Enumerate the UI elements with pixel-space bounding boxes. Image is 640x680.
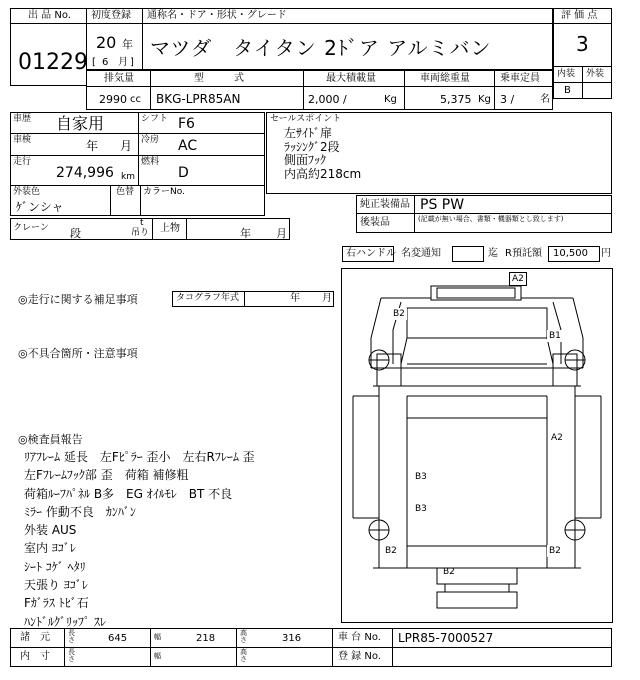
report-line: ﾐﾗｰ 作動不良 ｶﾝﾊﾞﾝ <box>24 504 136 519</box>
chassis-no: LPR85-7000527 <box>398 631 494 645</box>
sales-points-label: セールスポイント <box>270 114 342 124</box>
divider <box>494 70 495 110</box>
mileage: 274,996 <box>56 165 114 181</box>
damage-diagram <box>341 268 613 623</box>
divider <box>414 195 415 233</box>
divider <box>582 66 583 99</box>
record-value: 10,500 <box>553 248 588 259</box>
damage-mark: A2 <box>551 433 563 443</box>
displacement-label: 排気量 <box>104 73 134 84</box>
divider <box>140 185 141 216</box>
inner-label: 内 寸 <box>20 651 50 662</box>
inner-height-label: 高さ <box>240 648 247 664</box>
sales-point: 左ｻｲﾄﾞ扉 <box>284 126 333 140</box>
report-line: 荷箱ﾙｰﾌﾊﾟﾈﾙ B多 EG ｵｲﾙﾓﾚ BT 不良 <box>24 486 233 501</box>
steering: 右ハンドル <box>346 248 396 259</box>
divider <box>236 628 237 667</box>
meter-change-label: 名変通知 <box>401 248 441 259</box>
divider <box>86 86 553 87</box>
fuel-label: 燃料 <box>141 157 160 167</box>
damage-mark: B2 <box>385 546 397 556</box>
color-no-label: カラーNo. <box>143 187 185 197</box>
divider <box>150 70 151 110</box>
score-label: 評 価 点 <box>561 10 598 21</box>
load-label: 最大積載量 <box>326 73 376 84</box>
inspector-label: ◎検査員報告 <box>18 433 83 446</box>
capacity-label: 乗車定員 <box>500 73 540 84</box>
chassis-label: 車 台 No. <box>338 632 381 643</box>
divider <box>150 628 151 667</box>
meter-change-box <box>452 246 484 262</box>
divider <box>332 628 333 667</box>
report-line: ﾊﾝﾄﾞﾙｸﾞﾘｯﾌﾟ ｽﾚ <box>24 614 106 629</box>
weight-unit: Kg <box>478 94 491 105</box>
width-label: 幅 <box>154 633 161 641</box>
score: 3 <box>576 32 589 56</box>
reg-label: 初度登録 <box>91 10 131 21</box>
exterior-color-label: 外装色 <box>13 187 41 197</box>
interior-grade: B <box>564 85 571 96</box>
equipment-value: PS PW <box>420 197 465 213</box>
damage-mark: A2 <box>509 272 527 286</box>
load-unit: Kg <box>384 94 397 105</box>
inspection-year: 年 <box>86 139 99 153</box>
bracket-open: [ <box>92 57 96 68</box>
height-label: 高さ <box>240 629 247 645</box>
month-unit: 月 <box>118 57 128 68</box>
divider <box>110 185 111 216</box>
damage-mark: B2 <box>549 546 561 556</box>
fuel: D <box>178 165 189 181</box>
color-change-label: 色替 <box>116 187 135 197</box>
report-line: Fｶﾞﾗｽ ﾄﾋﾞ石 <box>24 596 89 611</box>
equipment-label: 純正装備品 <box>360 199 410 210</box>
divider <box>64 628 65 667</box>
divider <box>186 218 187 240</box>
inner-width-label: 幅 <box>154 652 161 660</box>
crane-month: 月 <box>276 227 287 240</box>
ac: AC <box>178 138 198 154</box>
length: 645 <box>108 633 128 644</box>
report-line: 天張り ﾖｺﾞﾚ <box>24 578 88 593</box>
crane-stage: 段 <box>70 227 81 240</box>
divider <box>392 628 393 667</box>
damage-mark: B1 <box>549 331 561 341</box>
inspection-month: 月 <box>120 139 133 153</box>
model-label: 型 式 <box>194 73 244 84</box>
report-line: ﾘｱﾌﾚｰﾑ 延長 左Fﾋﾟﾗｰ 歪小 左右Rﾌﾚｰﾑ 歪 <box>24 450 255 464</box>
model: BKG-LPR85AN <box>156 92 241 106</box>
vehicle-name: マツダ タイタン 2ﾄﾞア アルミバン <box>150 36 492 60</box>
damage-mark: B3 <box>415 472 427 482</box>
truck-outline <box>341 268 613 623</box>
divider <box>356 213 612 214</box>
sales-point: 内高約218cm <box>284 166 362 181</box>
displacement-unit: cc <box>130 94 141 105</box>
height: 316 <box>282 633 302 644</box>
capacity-unit: 名 <box>540 94 550 105</box>
divider <box>10 647 612 648</box>
sales-points-list <box>284 127 361 181</box>
divider <box>404 70 405 110</box>
listing-no-label: 出 品 No. <box>28 10 71 21</box>
divider <box>10 185 265 186</box>
defects-label: ◎不具合箇所・注意事項 <box>18 347 138 360</box>
divider <box>138 112 139 185</box>
divider <box>303 70 304 110</box>
shift: F6 <box>178 116 195 132</box>
divider <box>142 23 143 70</box>
reg-year: 20 <box>96 33 117 52</box>
load: 2,000 / <box>308 93 347 106</box>
mileage-label: 走行 <box>13 157 32 167</box>
damage-mark: B2 <box>393 309 405 319</box>
history-label: 車歴 <box>13 114 32 124</box>
interior-label: 内装 <box>557 69 576 79</box>
tacho-label: タコグラフ年式 <box>176 293 240 303</box>
inspector-report <box>24 448 255 631</box>
width: 218 <box>196 633 216 644</box>
report-line: 室内 ﾖｺﾞﾚ <box>24 541 76 556</box>
mileage-unit: km <box>121 172 135 182</box>
registration-label: 登 録 No. <box>338 651 381 662</box>
tacho-year: 年 <box>290 293 300 304</box>
divider <box>86 23 553 24</box>
inner-length-label: 長さ <box>68 648 75 664</box>
damage-mark: B2 <box>443 567 455 577</box>
crane-ton-top: t <box>140 218 144 228</box>
meter-reading: 迄 <box>488 248 498 259</box>
driving-notes-label: ◎走行に関する補足事項 <box>18 293 138 306</box>
crane-upper-label: 上物 <box>160 223 180 234</box>
report-line: ｼｰﾄ ｺｹﾞ ﾍﾀﾘ <box>24 559 86 574</box>
listing-no: 01229 <box>18 50 88 75</box>
shift-label: シフト <box>141 114 169 124</box>
crane-year: 年 <box>240 227 251 240</box>
year-unit: 年 <box>122 38 133 51</box>
length-label: 長さ <box>68 629 75 645</box>
divider <box>10 23 87 24</box>
crane-label: クレーン <box>13 223 49 233</box>
divider <box>244 291 245 307</box>
sales-point: 側面ﾌｯｸ <box>284 153 327 167</box>
report-line: 左Fﾌﾚｰﾑﾌｯｸ部 歪 荷箱 補修粗 <box>24 468 189 483</box>
reg-month: 6 <box>102 57 109 68</box>
sales-point: ﾗｯｼﾝｸﾞ2段 <box>284 139 340 154</box>
weight: 5,375 <box>440 93 472 106</box>
divider <box>553 23 612 24</box>
inspection-label: 車検 <box>13 135 32 145</box>
displacement: 2990 <box>99 93 127 106</box>
bracket-close: ] <box>130 57 134 68</box>
exterior-color: ｹﾞンシャ <box>16 200 64 214</box>
report-line: 外装 AUS <box>24 523 77 538</box>
weight-label: 車両総重量 <box>420 73 470 84</box>
tacho-month: 月 <box>322 293 332 304</box>
history: 自家用 <box>56 114 105 133</box>
damage-mark: B3 <box>415 504 427 514</box>
capacity: 3 / <box>500 93 515 106</box>
aftermarket-note: (記載が無い場合、書類・機器類とし致します) <box>418 215 564 223</box>
crane-ton: 吊り <box>131 228 150 238</box>
ac-label: 冷房 <box>141 135 160 145</box>
record-unit: 円 <box>601 248 611 259</box>
divider <box>152 218 153 240</box>
title-label: 通称名・ドア・形状・グレード <box>147 10 287 21</box>
aftermarket-label: 後装品 <box>360 217 390 228</box>
spec-label: 諸 元 <box>20 632 50 643</box>
divider <box>142 8 143 24</box>
exterior-label: 外装 <box>586 69 605 79</box>
record-label: R預託額 <box>505 248 542 259</box>
